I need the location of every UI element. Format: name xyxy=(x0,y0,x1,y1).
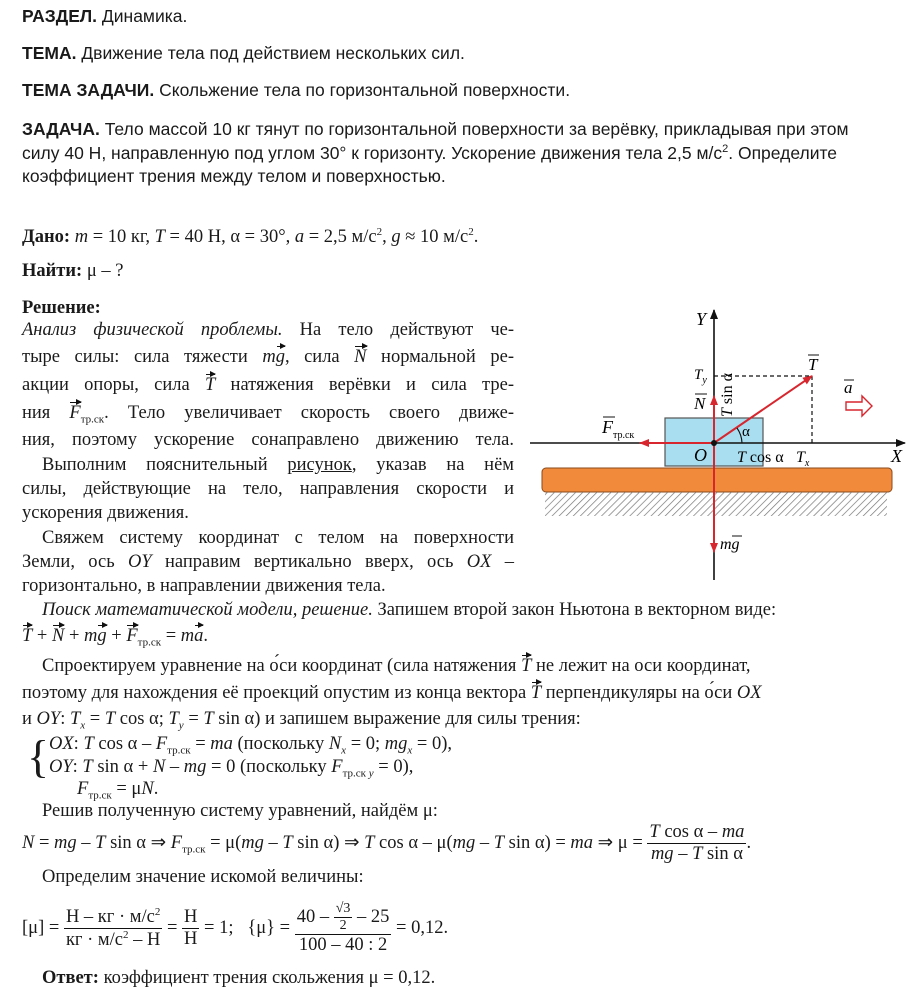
acceleration-label: a xyxy=(844,378,853,397)
normal-label: N xyxy=(694,394,706,413)
find-value: μ – ? xyxy=(86,261,124,281)
solution-line-7: силы, действующие на тело, направления скорости и xyxy=(22,479,514,499)
solve-line: Решив полученную систему уравнений, найдём μ: xyxy=(42,801,438,821)
given-line: Дано: m = 10 кг, T = 40 Н, α = 30°, a = 2,5 $м/с^2$, g ≈ 10 $м/с^2$. xyxy=(22,226,479,248)
projection-line-2: поэтому для нахождения её проекций опустим из конца вектора T перпендикуляры на о́си OX xyxy=(22,683,762,703)
solution-label: Решение: xyxy=(22,298,101,318)
surface xyxy=(542,468,892,492)
solution-line-3: акции опоры, сила T натяжения верёвки и сила тре- xyxy=(22,375,514,395)
friction-label: $F_{тр.ск}$ xyxy=(602,417,635,441)
find-line xyxy=(22,261,123,282)
determine-line: Определим значение искомой величины: xyxy=(42,867,364,887)
solution-line-9: Свяжем систему координат с телом на поверхности xyxy=(42,528,514,548)
x-axis-label: X xyxy=(891,446,902,466)
tension-label: T xyxy=(808,355,818,374)
model-title: Поиск математической модели, решение. xyxy=(42,600,373,620)
projection-line-1: Спроектируем уравнение на о́си координат (сила натяжения T не лежит на оси координат, xyxy=(42,656,751,676)
ty-label: $T_y$ xyxy=(694,367,707,386)
y-axis-label: Y xyxy=(696,309,707,329)
subtopic-label: ТЕМА ЗАДАЧИ. xyxy=(22,80,155,100)
acceleration-arrow xyxy=(846,396,872,416)
section-value: Динамика. xyxy=(101,6,188,26)
system-eq-3: $F_{тр.ск} = \mu N$. xyxy=(77,779,159,802)
gravity-label: mg xyxy=(720,536,740,553)
angle-label: α xyxy=(742,424,750,440)
topic-value: Движение тела под действием нескольких сил. xyxy=(81,43,465,63)
task-line-3 xyxy=(22,166,446,187)
tcos-label: T cos α xyxy=(737,449,784,466)
solution-line-4: ния $F_{тр.ск}$. Тело увеличивает скорость своего движе- xyxy=(22,403,514,426)
find-label: Найти: xyxy=(22,261,83,281)
force-diagram xyxy=(520,300,912,590)
ground-hatch xyxy=(545,492,887,516)
solution-line-10: Земли, ось OY направим вертикально вверх, ось OX – xyxy=(22,552,514,572)
task-unit-sup: 2 xyxy=(722,143,729,156)
task-text-3: коэффициент трения между телом и поверхностью. xyxy=(22,166,446,186)
task-text-1: Тело массой 10 кг тянут по горизонтальной поверхности за верёвку, прикладывая при этом xyxy=(104,119,849,139)
task-line-2 xyxy=(22,143,837,164)
topic-label: ТЕМА. xyxy=(22,43,77,63)
answer-label: Ответ: xyxy=(42,968,99,988)
section-line xyxy=(22,6,187,27)
origin-point xyxy=(711,440,717,446)
newton-equation: T + N + mg + $F_{тр.ск}$ = ma. xyxy=(22,626,208,649)
tsin-label: T sin α xyxy=(719,373,736,417)
units-calculation: [μ] = $\frac{Н - кг \cdot м/с^2}{кг \cdot м/с^2 - Н}$ = $\frac{Н}{Н}$ = 1; {μ} = 40 – $\frac{√3}{2}$ – 25 100 – 40 : 2 = 0,12. xyxy=(22,901,449,955)
drawing-link[interactable]: рисунок xyxy=(287,455,352,475)
section-label: РАЗДЕЛ. xyxy=(22,6,98,26)
solution-line-6: Выполним пояснительный рисунок, указав на нём xyxy=(42,455,514,475)
system-eq-2: OY: T sin α + N – mg = 0 (поскольку $F_{тр.ск y} = 0$), xyxy=(49,757,414,780)
solution-line-5: ния, поэтому ускорение сонаправлено движению тела. xyxy=(22,430,514,450)
given-label: Дано: xyxy=(22,227,71,248)
subtopic-value: Скольжение тела по горизонтальной поверхности. xyxy=(159,80,571,100)
solution-line-1: Анализ физической проблемы. На тело действуют че- xyxy=(22,320,514,340)
answer-line xyxy=(42,968,435,989)
system-brace: { xyxy=(27,731,50,782)
model-line: Поиск математической модели, решение. Запишем второй закон Ньютона в векторном виде: xyxy=(42,600,777,620)
answer-text: коэффициент трения скольжения μ = 0,12. xyxy=(103,968,436,988)
projection-line-3: и OY: $T_x = T$ cos α; $T_y = T$ sin α) и запишем выражение для силы трения: xyxy=(22,709,581,732)
topic-line xyxy=(22,43,465,64)
task-text-2-end: . Определите xyxy=(728,143,838,163)
task-text-2: силу 40 Н, направленную под углом 30° к горизонту. Ускорение движения тела 2,5 м/с xyxy=(22,143,723,163)
origin-label: O xyxy=(694,445,707,465)
tx-label: $T_x$ xyxy=(796,449,810,469)
analysis-title: Анализ физической проблемы. xyxy=(22,320,283,340)
solution-line-8: ускорения движения. xyxy=(22,503,189,523)
mu-derivation: N = mg – T sin α ⇒ $F_{тр.ск} = \mu(mg - T$ sin α) ⇒ T cos α – μ(mg – T sin α) = ma ⇒ μ = $\frac{\text{T cos α – ma}}{\text{mg – T sin α}}$ . xyxy=(22,822,752,864)
system-eq-1: OX: T cos α – $F_{тр.ск}$ = ma (поскольку $N_x = 0$; $mg_x = 0$), xyxy=(49,734,453,757)
subtopic-line xyxy=(22,80,570,101)
task-line-1 xyxy=(22,119,849,140)
solution-line-2: тыре силы: сила тяжести mg, сила N нормальной ре- xyxy=(22,347,514,367)
solution-line-11: горизонтально, в направлении движения тела. xyxy=(22,576,386,596)
task-label: ЗАДАЧА. xyxy=(22,119,100,139)
